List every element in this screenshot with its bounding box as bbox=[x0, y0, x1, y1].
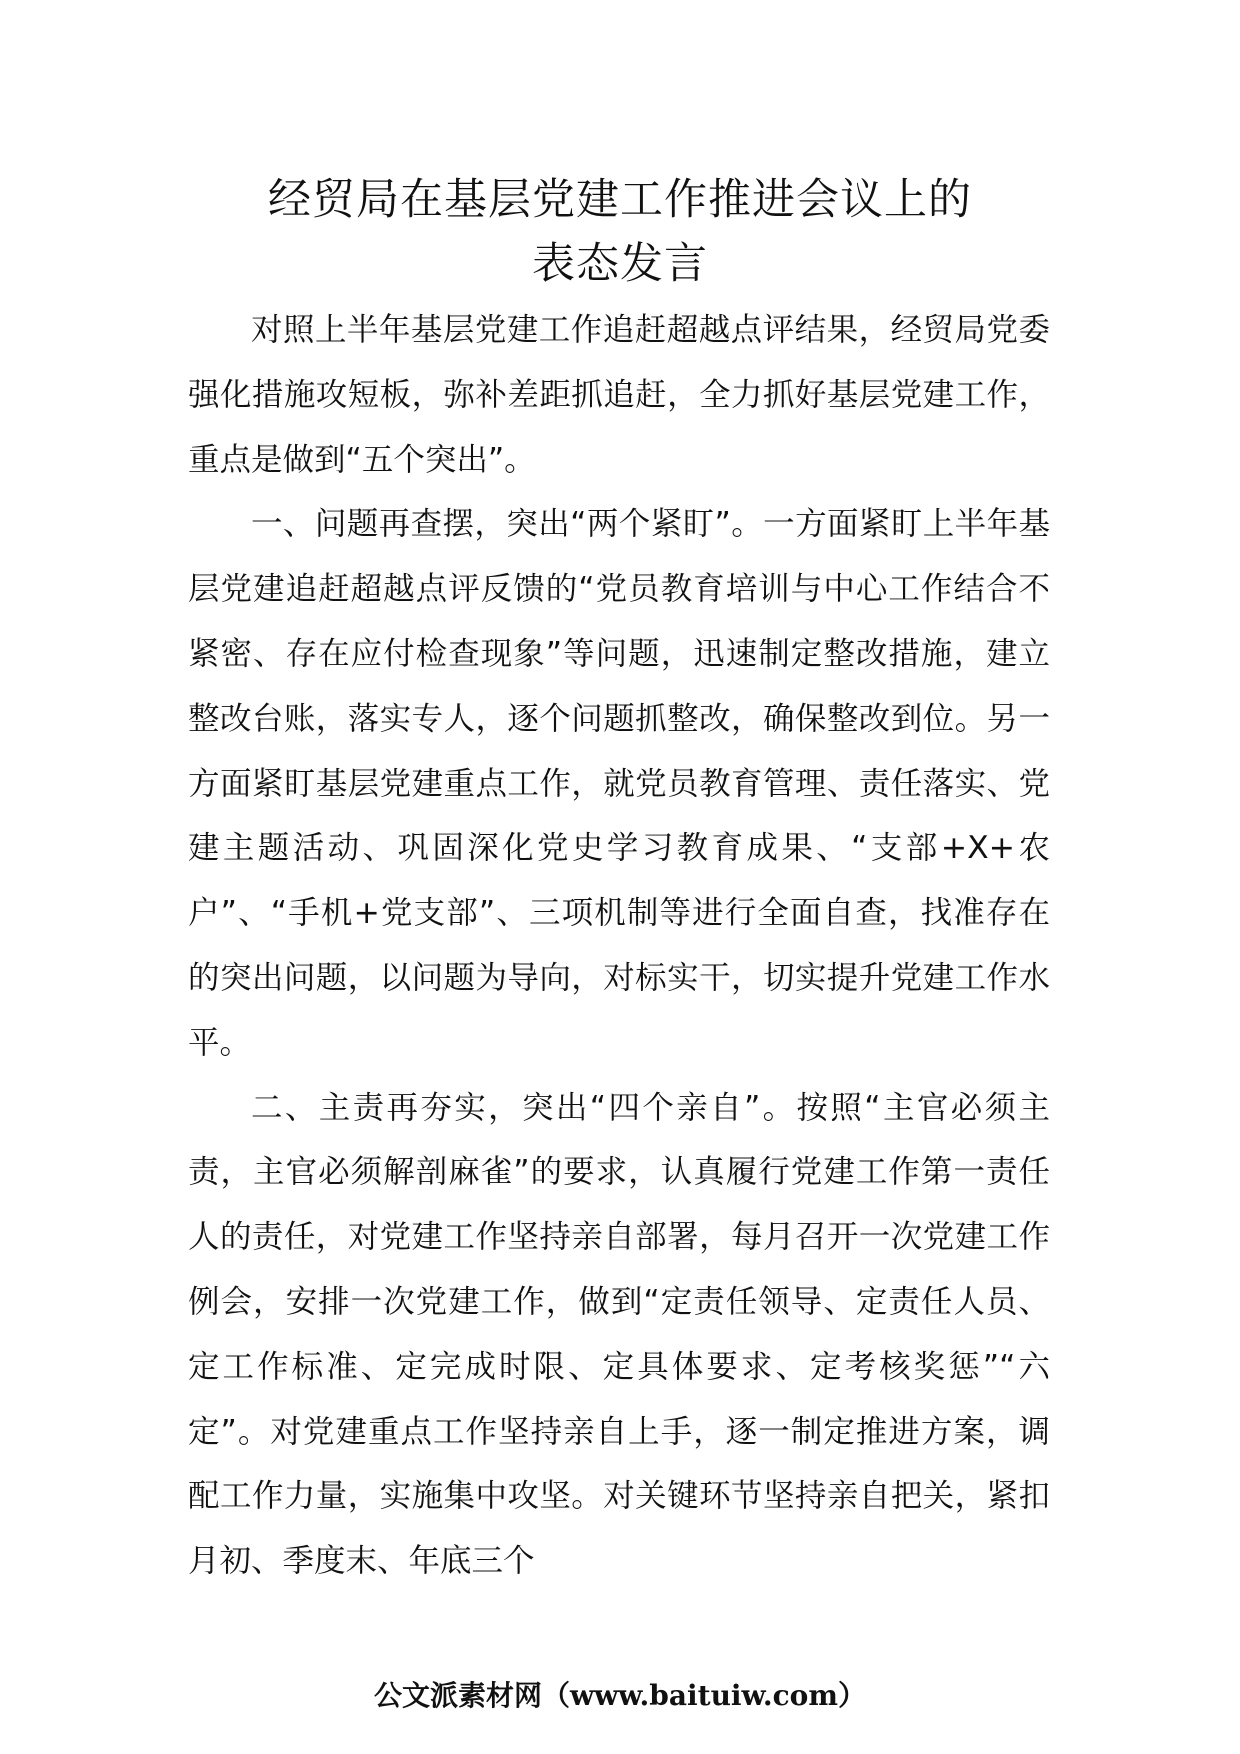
footer-watermark: 公文派素材网（www.baituiw.com） bbox=[374, 1679, 866, 1712]
document-title bbox=[160, 168, 1080, 296]
paragraph-section-1: 一、问题再查摆，突出“两个紧盯”。一方面紧盯上半年基层党建追赶超越点评反馈的“党员教育培训与中心工作结合不紧密、存在应付检查现象”等问题，迅速制定整改措施，建立整改台账，落实专人，逐个问题抓整改，确保整改到位。另一方面紧盯基层党建重点工作，就党员教育管理、责任落实、党建主题活动、巩固深化党史学习教育成果、“支部+X+农户”、“手机+党支部”、三项机制等进行全面自查，找准存在的突出问题，以问题为导向，对标实干，切实提升党建工作水平。 bbox=[188, 506, 1050, 1061]
paragraph-section-2: 二、主责再夯实，突出“四个亲自”。按照“主官必须主责，主官必须解剖麻雀”的要求，认真履行党建工作第一责任人的责任，对党建工作坚持亲自部署，每月召开一次党建工作例会，安排一次党建工作，做到“定责任领导、定责任人员、定工作标准、定完成时限、定具体要求、定考核奖惩”“六定”。对党建重点工作坚持亲自上手，逐一制定推进方案，调配工作力量，实施集中攻坚。对关键环节坚持亲自把关，紧扣月初、季度末、年底三个 bbox=[188, 1089, 1050, 1580]
title-line-2: 表态发言 bbox=[532, 239, 708, 289]
paragraph-intro: 对照上半年基层党建工作追赶超越点评结果，经贸局党委强化措施攻短板，弥补差距抓追赶，全力抓好基层党建工作，重点是做到“五个突出”。 bbox=[188, 312, 1050, 478]
document-body bbox=[188, 298, 1050, 1594]
title-line-1: 经贸局在基层党建工作推进会议上的 bbox=[268, 175, 972, 225]
